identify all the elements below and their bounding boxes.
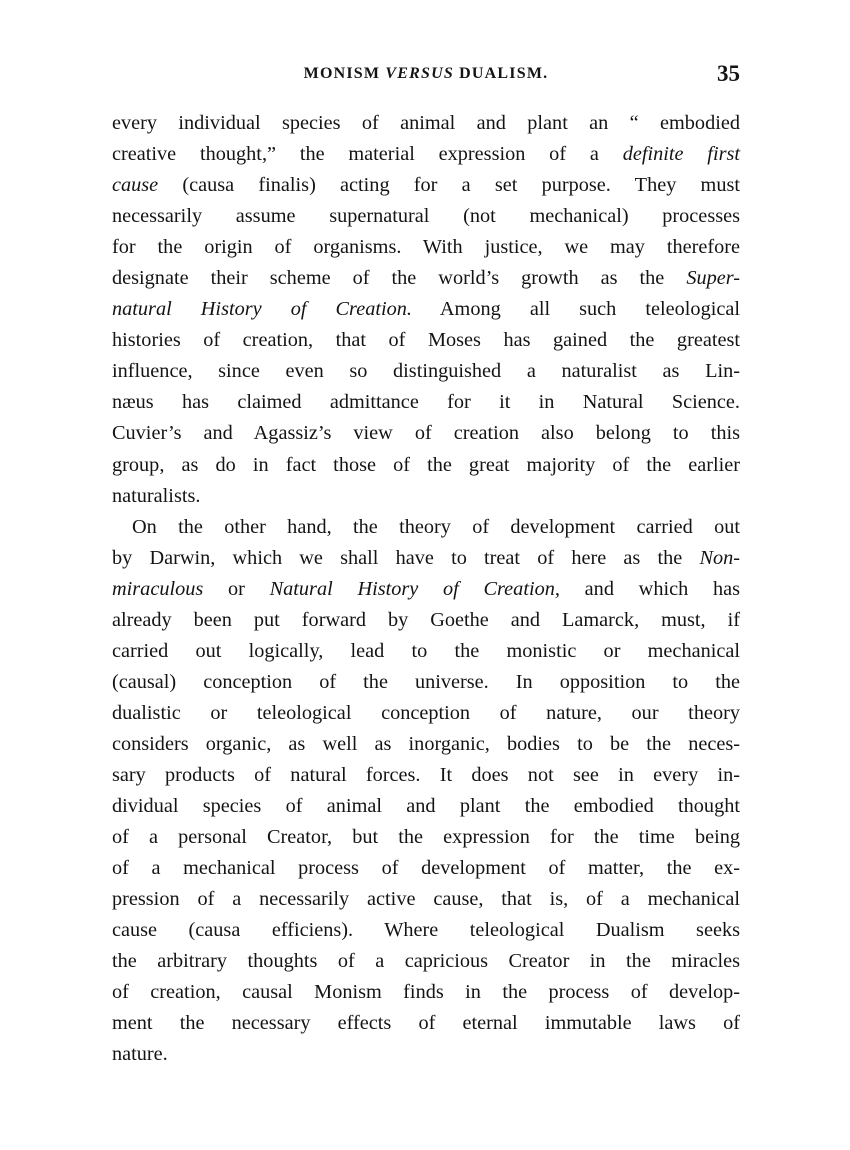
running-head-title-part1: MONISM bbox=[303, 65, 386, 82]
text-segment: necessarily assume supernatural (not mechanical) processes bbox=[112, 205, 740, 228]
text-segment: carried out logically, lead to the monistic or mechanical bbox=[112, 639, 740, 662]
text-segment: by Darwin, which we shall have to treat of here as the bbox=[112, 546, 700, 569]
text-line bbox=[112, 450, 740, 481]
paragraph-1 bbox=[112, 108, 740, 512]
text-segment: (causa finalis) acting for a set purpose. They must bbox=[158, 174, 740, 197]
text-segment: creative thought,” the material expression of a bbox=[112, 143, 623, 166]
text-segment: cause bbox=[112, 174, 159, 197]
text-line bbox=[112, 698, 740, 729]
text-line bbox=[112, 387, 740, 418]
text-line bbox=[112, 760, 740, 791]
text-line bbox=[112, 636, 740, 667]
text-segment: dividual species of animal and plant the embodied thought bbox=[112, 795, 740, 818]
text-line bbox=[112, 294, 740, 325]
text-segment: and which has bbox=[559, 577, 741, 600]
running-head-title-part2: DUALISM. bbox=[453, 65, 549, 82]
text-line bbox=[112, 853, 740, 884]
text-line bbox=[112, 356, 740, 387]
text-segment: (causal) conception of the universe. In opposition to the bbox=[112, 670, 740, 693]
text-line bbox=[112, 1039, 740, 1070]
text-segment: næus has claimed admittance for it in Natural Science. bbox=[112, 391, 740, 414]
running-head bbox=[112, 61, 740, 91]
text-line bbox=[112, 512, 740, 543]
text-line bbox=[112, 977, 740, 1008]
text-line bbox=[112, 574, 740, 605]
text-line bbox=[112, 822, 740, 853]
text-line bbox=[112, 108, 740, 139]
text-segment: On the other hand, the theory of development carried out bbox=[132, 515, 740, 538]
text-segment: Natural History of Creation, bbox=[269, 577, 560, 600]
text-segment: naturalists. bbox=[112, 484, 201, 507]
paragraph-2 bbox=[112, 512, 740, 1071]
text-segment: considers organic, as well as inorganic, bodies to be the neces- bbox=[112, 732, 740, 755]
text-segment: Cuvier’s and Agassiz’s view of creation also belong to this bbox=[112, 422, 740, 445]
text-segment: Non- bbox=[699, 546, 740, 569]
text-segment: Super- bbox=[686, 267, 740, 290]
text-line bbox=[112, 232, 740, 263]
text-segment: group, as do in fact those of the great majority of the earlier bbox=[112, 453, 740, 476]
text-line bbox=[112, 884, 740, 915]
text-segment: or bbox=[203, 577, 270, 600]
running-head-title bbox=[112, 65, 740, 83]
text-line bbox=[112, 543, 740, 574]
text-segment: ment the necessary effects of eternal immutable laws of bbox=[112, 1012, 740, 1035]
text-segment: every individual species of animal and plant an “ embodied bbox=[112, 112, 740, 134]
text-segment: cause (causa efficiens). Where teleological Dualism seeks bbox=[112, 919, 740, 942]
text-segment: sary products of natural forces. It does not see in every in- bbox=[112, 763, 740, 786]
text-line bbox=[112, 667, 740, 698]
body-text bbox=[112, 108, 740, 1070]
text-segment: miraculous bbox=[112, 577, 204, 600]
text-segment: nature. bbox=[112, 1043, 168, 1066]
text-segment: already been put forward by Goethe and Lamarck, must, if bbox=[112, 608, 740, 631]
text-segment: for the origin of organisms. With justice, we may therefore bbox=[112, 236, 740, 259]
text-line bbox=[112, 946, 740, 977]
page-number: 35 bbox=[717, 61, 740, 86]
text-segment: dualistic or teleological conception of nature, our theory bbox=[112, 701, 740, 724]
text-line bbox=[112, 1008, 740, 1039]
text-segment: natural History of Creation. bbox=[112, 298, 412, 321]
text-line bbox=[112, 263, 740, 294]
text-line bbox=[112, 729, 740, 760]
text-segment: histories of creation, that of Moses has gained the greatest bbox=[112, 329, 740, 352]
text-line bbox=[112, 481, 740, 512]
text-segment: pression of a necessarily active cause, that is, of a mechanical bbox=[112, 888, 740, 911]
text-line bbox=[112, 915, 740, 946]
text-line bbox=[112, 605, 740, 636]
text-line bbox=[112, 791, 740, 822]
text-line bbox=[112, 201, 740, 232]
text-line bbox=[112, 325, 740, 356]
text-line bbox=[112, 139, 740, 170]
text-segment: influence, since even so distinguished a naturalist as Lin- bbox=[112, 360, 740, 383]
text-line bbox=[112, 170, 740, 201]
text-segment: of a personal Creator, but the expression for the time being bbox=[112, 826, 740, 849]
text-segment: of creation, causal Monism finds in the process of develop- bbox=[112, 981, 740, 1004]
text-segment: Among all such teleological bbox=[411, 298, 740, 321]
text-segment: the arbitrary thoughts of a capricious Creator in the miracles bbox=[112, 950, 740, 973]
running-head-title-italic: VERSUS bbox=[385, 65, 454, 82]
text-segment: designate their scheme of the world’s growth as the bbox=[112, 267, 687, 290]
text-line bbox=[112, 418, 740, 449]
text-segment: of a mechanical process of development of matter, the ex- bbox=[112, 857, 740, 880]
text-segment: definite first bbox=[622, 143, 741, 166]
